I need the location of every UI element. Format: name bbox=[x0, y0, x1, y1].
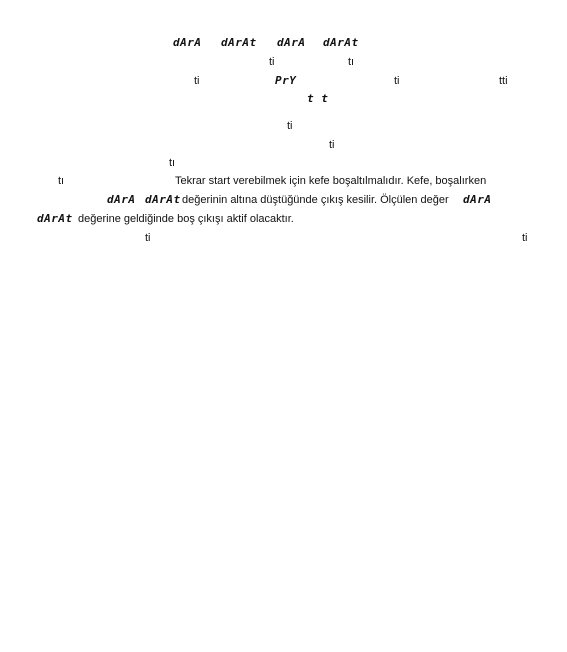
text-fragment: ti bbox=[394, 75, 400, 87]
text-fragment: ti bbox=[269, 56, 275, 68]
display-code-tt: t t bbox=[307, 92, 329, 105]
text-fragment: tti bbox=[499, 75, 508, 87]
display-code-dara: dArA bbox=[107, 193, 136, 206]
display-code-pry: PrY bbox=[275, 74, 297, 87]
text-fragment: tı bbox=[348, 56, 355, 68]
display-code-dara-2: dArA bbox=[277, 36, 306, 49]
text-fragment: tı bbox=[58, 175, 65, 187]
display-code-dara-1: dArA bbox=[173, 36, 202, 49]
text-fragment: ti bbox=[287, 120, 293, 132]
text-fragment: ti bbox=[145, 232, 151, 244]
paragraph-text: değerine geldiğinde boş çıkışı aktif olacaktır. bbox=[78, 213, 294, 225]
paragraph-text: değerinin altına düştüğünde çıkış kesilir. Ölçülen değer bbox=[182, 194, 449, 206]
display-code-dara: dArA bbox=[463, 193, 492, 206]
text-fragment: ti bbox=[522, 232, 528, 244]
display-code-darat: dArAt bbox=[145, 193, 181, 206]
text-fragment: ti bbox=[329, 139, 335, 151]
paragraph-text: Tekrar start verebilmek için kefe boşaltılmalıdır. Kefe, boşalırken bbox=[175, 175, 487, 187]
text-fragment: tı bbox=[169, 157, 176, 169]
display-code-darat-2: dArAt bbox=[323, 36, 359, 49]
display-code-darat-1: dArAt bbox=[221, 36, 257, 49]
display-code-darat: dArAt bbox=[37, 212, 73, 225]
text-fragment: ti bbox=[194, 75, 200, 87]
